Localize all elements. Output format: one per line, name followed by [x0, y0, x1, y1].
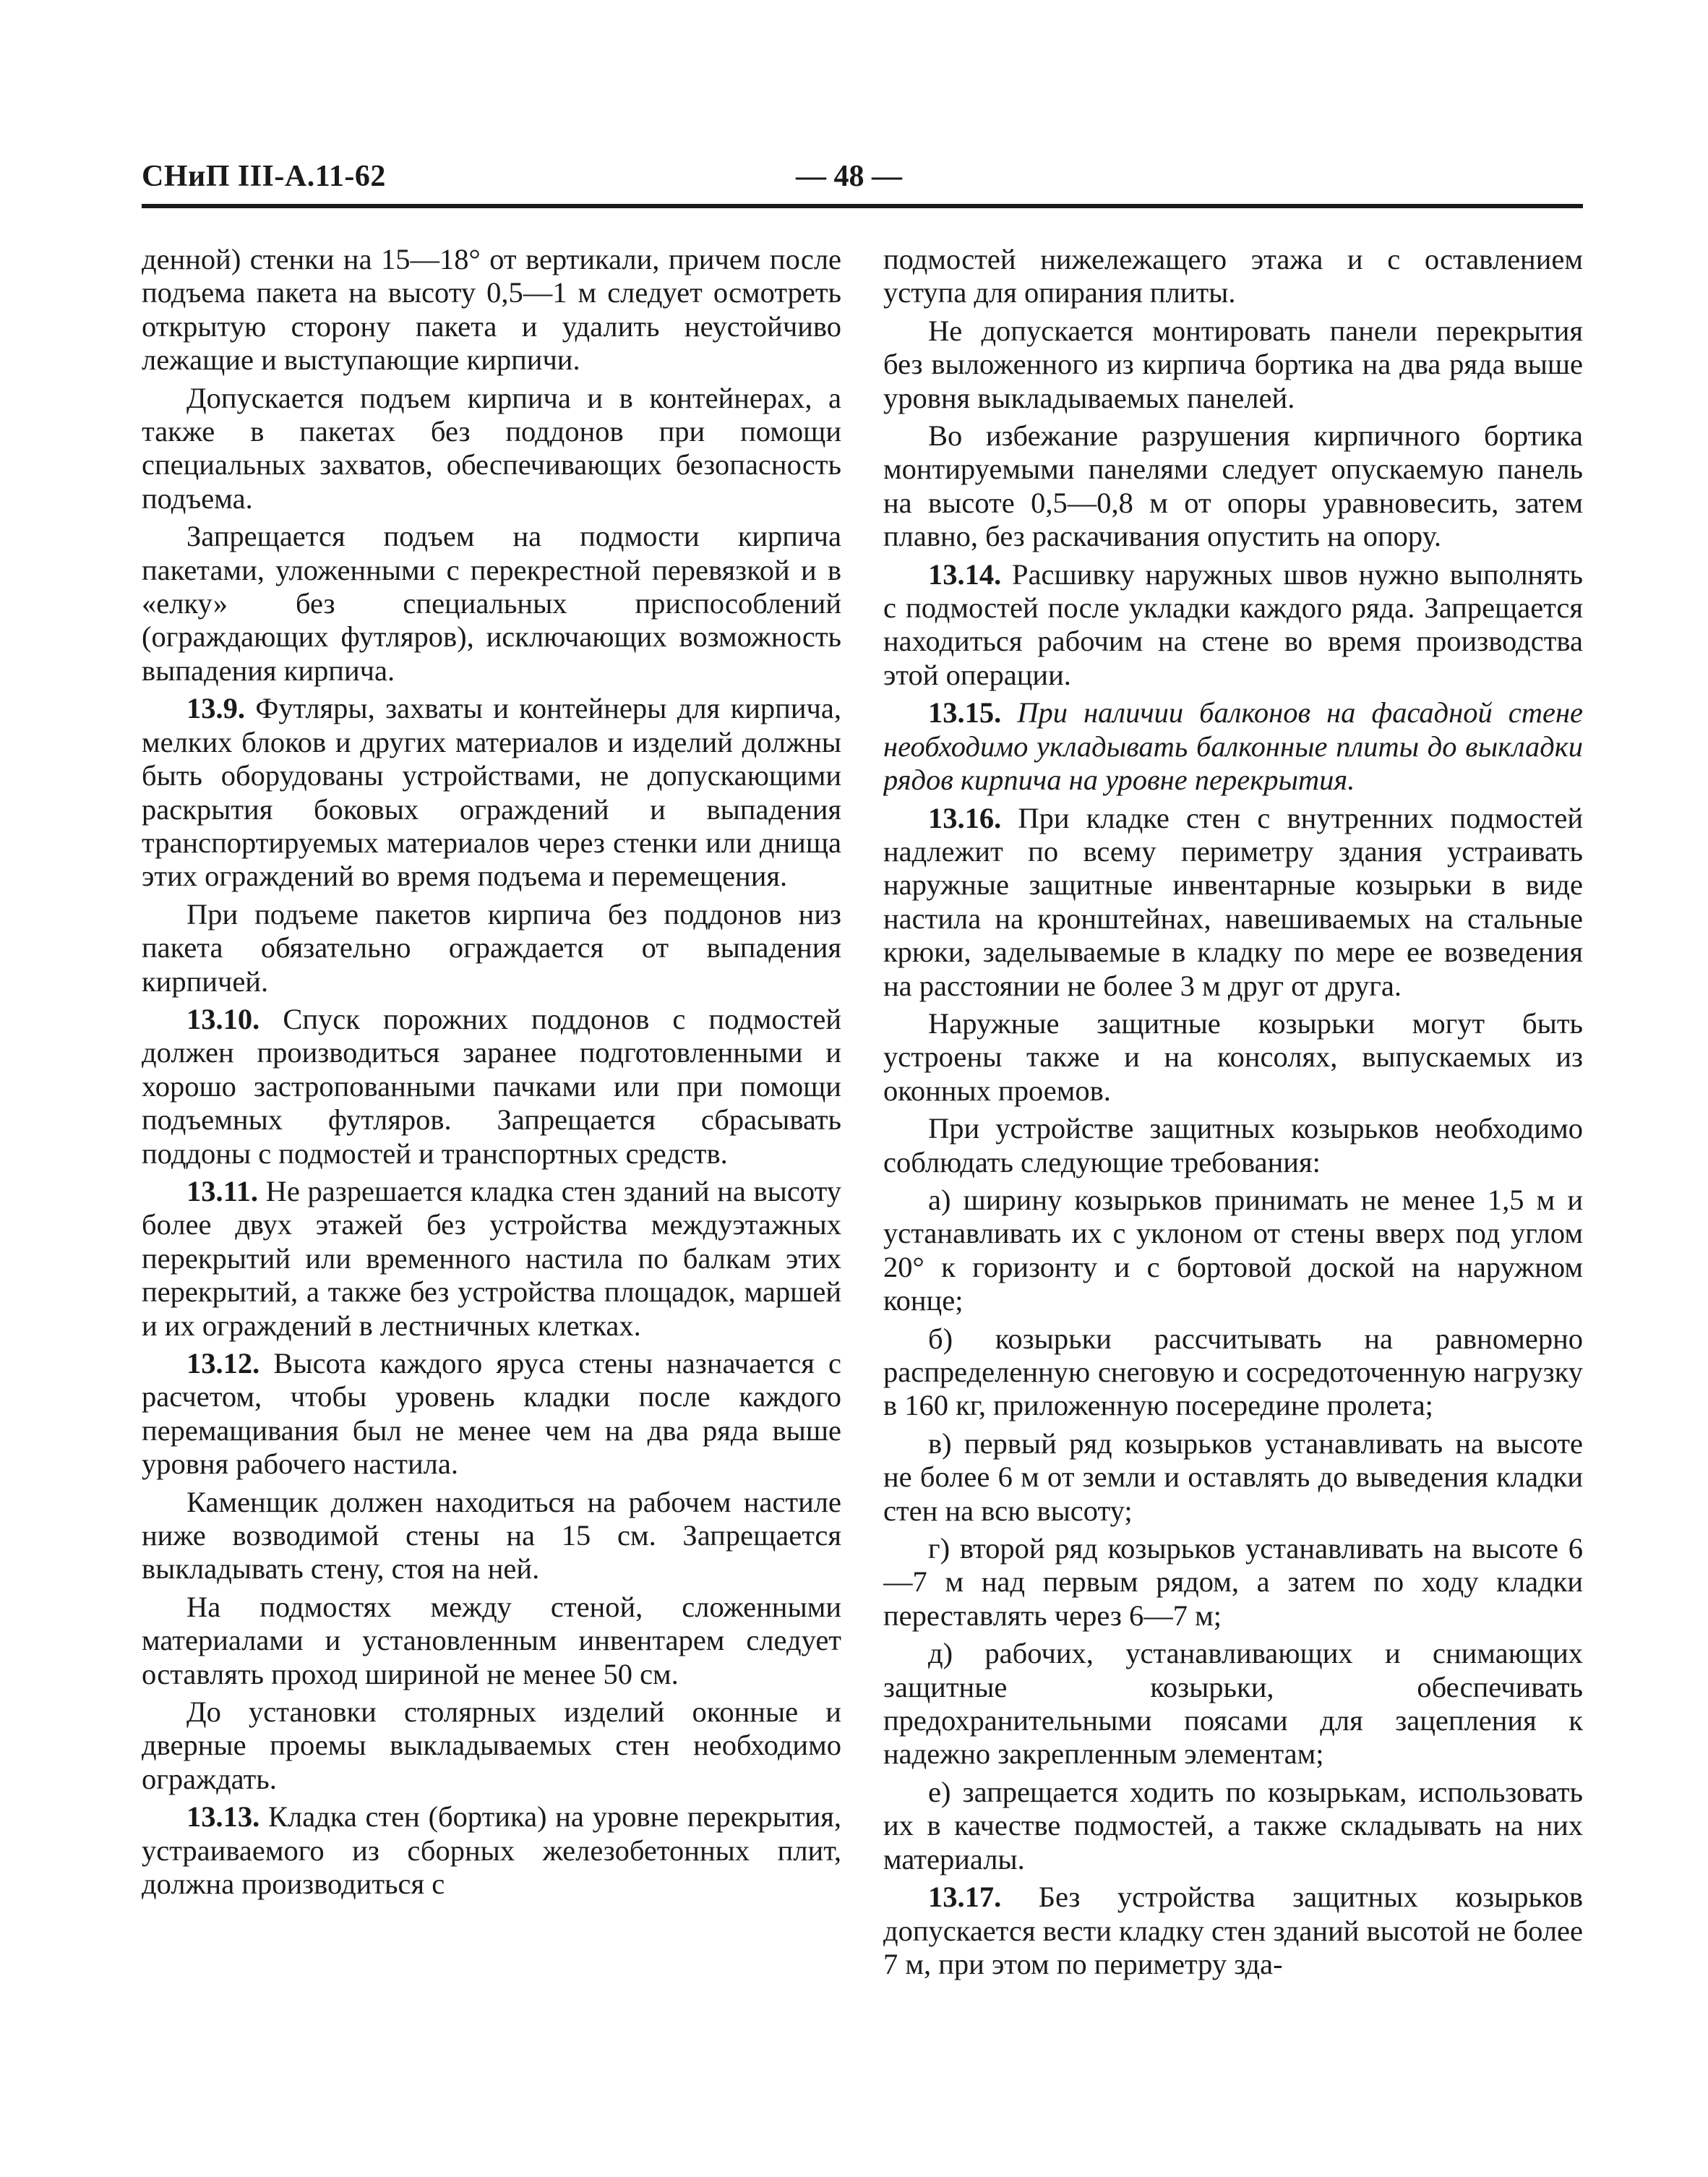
page-header [142, 159, 1583, 202]
paragraph [142, 898, 841, 998]
paragraph [142, 382, 841, 516]
page-number: — 48 — [796, 160, 902, 193]
paragraph [142, 1175, 841, 1343]
paragraph-text: б) козырьки рассчитывать на равномерно распределенную снеговую и сосредоточенную нагрузку в 160 кг, приложенную посередине пролета; [883, 1322, 1583, 1422]
paragraph [883, 1007, 1583, 1108]
paragraph [142, 243, 841, 377]
paragraph [142, 1695, 841, 1796]
paragraph [883, 243, 1583, 310]
paragraph [883, 558, 1583, 693]
paragraph-text: г) второй ряд козырьков устанавливать на высоте 6—7 м над первым рядом, а затем по ходу кладки переставлять через 6—7 м; [883, 1532, 1583, 1632]
clause-number: 13.10. [186, 1002, 260, 1035]
clause-number: 13.17. [928, 1881, 1002, 1914]
list-item [883, 1322, 1583, 1423]
header-rule [142, 204, 1583, 208]
paragraph [883, 1112, 1583, 1179]
paragraph-text: в) первый ряд козырьков устанавливать на высоте не более 6 м от земли и оставлять до выведения кладки стен на всю высоту; [883, 1427, 1583, 1527]
paragraph-text: денной) стенки на 15—18° от вертикали, причем после подъема пакета на высоту 0,5—1 м следует осмотреть открытую сторону пакета и удалить неустойчиво лежащие и выступающие кирпичи. [142, 243, 841, 377]
paragraph-text: а) ширину козырьков принимать не менее 1,5 м и устанавливать их с уклоном от стены вверх под углом 20° к горизонту и с бортовой доской на наружном конце; [883, 1183, 1583, 1317]
paragraph-text: Без устройства защитных козырьков допускается вести кладку стен зданий высотой не более 7 м, при этом по периметру зда- [883, 1881, 1583, 1980]
clause-number: 13.12. [186, 1347, 260, 1380]
paragraph-text: При устройстве защитных козырьков необходимо соблюдать следующие требования: [883, 1112, 1583, 1179]
clause-number: 13.11. [186, 1174, 259, 1207]
paragraph-text: Высота каждого яруса стены назначается с расчетом, чтобы уровень кладки после каждого перемащивания был не менее чем на два ряда выше уровня рабочего настила. [142, 1347, 841, 1481]
clause-number: 13.14. [928, 557, 1002, 591]
paragraph-text: Расшивку наружных швов нужно выполнять с подмостей после укладки каждого ряда. Запрещается находиться рабочим на стене во время производства этой операции. [883, 557, 1583, 691]
paragraph-text: Не допускается монтировать панели перекрытия без выложенного из кирпича бортика на два ряда выше уровня выкладываемых панелей. [883, 314, 1583, 414]
paragraph-text: Спуск порожних поддонов с подмостей должен производиться заранее подготовленными и хорошо застропованными пачками или при помощи подъемных футляров. Запрещается сбрасывать поддоны с подмостей и транспортных средств. [142, 1002, 841, 1170]
paragraph [142, 1003, 841, 1171]
paragraph-text: При наличии балконов на фасадной стене необходимо укладывать балконные плиты до выкладки рядов кирпича на уровне перекрытия. [883, 696, 1583, 797]
paragraph-text: Запрещается подъем на подмости кирпича пакетами, уложенными с перекрестной перевязкой и в «елку» без специальных приспособлений (ограждающих футляров), исключающих возможность выпадения кирпича. [142, 520, 841, 687]
paragraph-text: При кладке стен с внутренних подмостей надлежит по всему периметру здания устраивать наружные защитные инвентарные козырьки в виде настила на кронштейнах, навешиваемых на стальные крюки, заделываемые в кладку по мере ее возведения на расстоянии не более 3 м друг от друга. [883, 801, 1583, 1002]
paragraph-text: Наружные защитные козырьки могут быть устроены также и на консолях, выпускаемых из оконных проемов. [883, 1006, 1583, 1107]
paragraph-text: Футляры, захваты и контейнеры для кирпича, мелких блоков и других материалов и изделий должны быть оборудованы устройствами, не допускающими раскрытия боковых ограждений и выпадения транспортируемых материалов через стенки или днища этих ограждений во время подъема и перемещения. [142, 692, 841, 893]
paragraph-text: Во избежание разрушения кирпичного бортика монтируемыми панелями следует опускаемую панель на высоте 0,5—0,8 м от опоры уравновесить, затем плавно, без раскачивания опустить на опору. [883, 419, 1583, 553]
paragraph-text: Допускается подъем кирпича и в контейнерах, а также в пакетах без поддонов при помощи специальных захватов, обеспечивающих безопасность подъема. [142, 381, 841, 515]
paragraph [142, 520, 841, 688]
list-item [883, 1776, 1583, 1876]
document-code: СНиП III-А.11-62 [142, 160, 386, 193]
paragraph-text: На подмостях между стеной, сложенными материалами и установленным инвентарем следует оставлять проход шириной не менее 50 см. [142, 1590, 841, 1690]
clause-number: 13.9. [186, 692, 245, 725]
paragraph-text: Каменщик должен находиться на рабочем настиле ниже возводимой стены на 15 см. Запрещается выкладывать стену, стоя на ней. [142, 1485, 841, 1586]
paragraph-text: е) запрещается ходить по козырькам, использовать их в качестве подмостей, а также складывать на них материалы. [883, 1775, 1583, 1876]
paragraph-text: д) рабочих, устанавливающих и снимающих защитные козырьки, обеспечивать предохранительными поясами для зацепления к надежно закрепленным элементам; [883, 1637, 1583, 1771]
paragraph-text: До установки столярных изделий оконные и дверные проемы выкладываемых стен необходимо ограждать. [142, 1695, 841, 1795]
paragraph [142, 1347, 841, 1481]
paragraph [883, 315, 1583, 415]
paragraph [142, 1486, 841, 1586]
paragraph [883, 696, 1583, 797]
list-item [883, 1427, 1583, 1528]
clause-number: 13.16. [928, 801, 1002, 834]
paragraph [142, 692, 841, 893]
clause-number: 13.15. [928, 696, 1002, 730]
paragraph [883, 1881, 1583, 1981]
paragraph [883, 419, 1583, 554]
paragraph-text: Кладка стен (бортика) на уровне перекрытия, устраиваемого из сборных железобетонных плит, должна производиться с [142, 1800, 841, 1901]
left-column [142, 243, 841, 2065]
paragraph-text: При подъеме пакетов кирпича без поддонов низ пакета обязательно ограждается от выпадения кирпичей. [142, 897, 841, 998]
paragraph [142, 1591, 841, 1691]
paragraph-text: Не разрешается кладка стен зданий на высоту более двух этажей без устройства междуэтажных перекрытий или временного настила по балкам этих перекрытий, а также без устройства площадок, маршей и их ограждений в лестничных клетках. [142, 1174, 841, 1342]
paragraph [883, 802, 1583, 1003]
clause-number: 13.13. [186, 1800, 260, 1834]
list-item [883, 1637, 1583, 1771]
list-item [883, 1184, 1583, 1318]
paragraph [142, 1800, 841, 1901]
right-column [883, 243, 1583, 2065]
list-item [883, 1532, 1583, 1633]
paragraph-text: подмостей нижележащего этажа и с оставлением уступа для опирания плиты. [883, 243, 1583, 309]
